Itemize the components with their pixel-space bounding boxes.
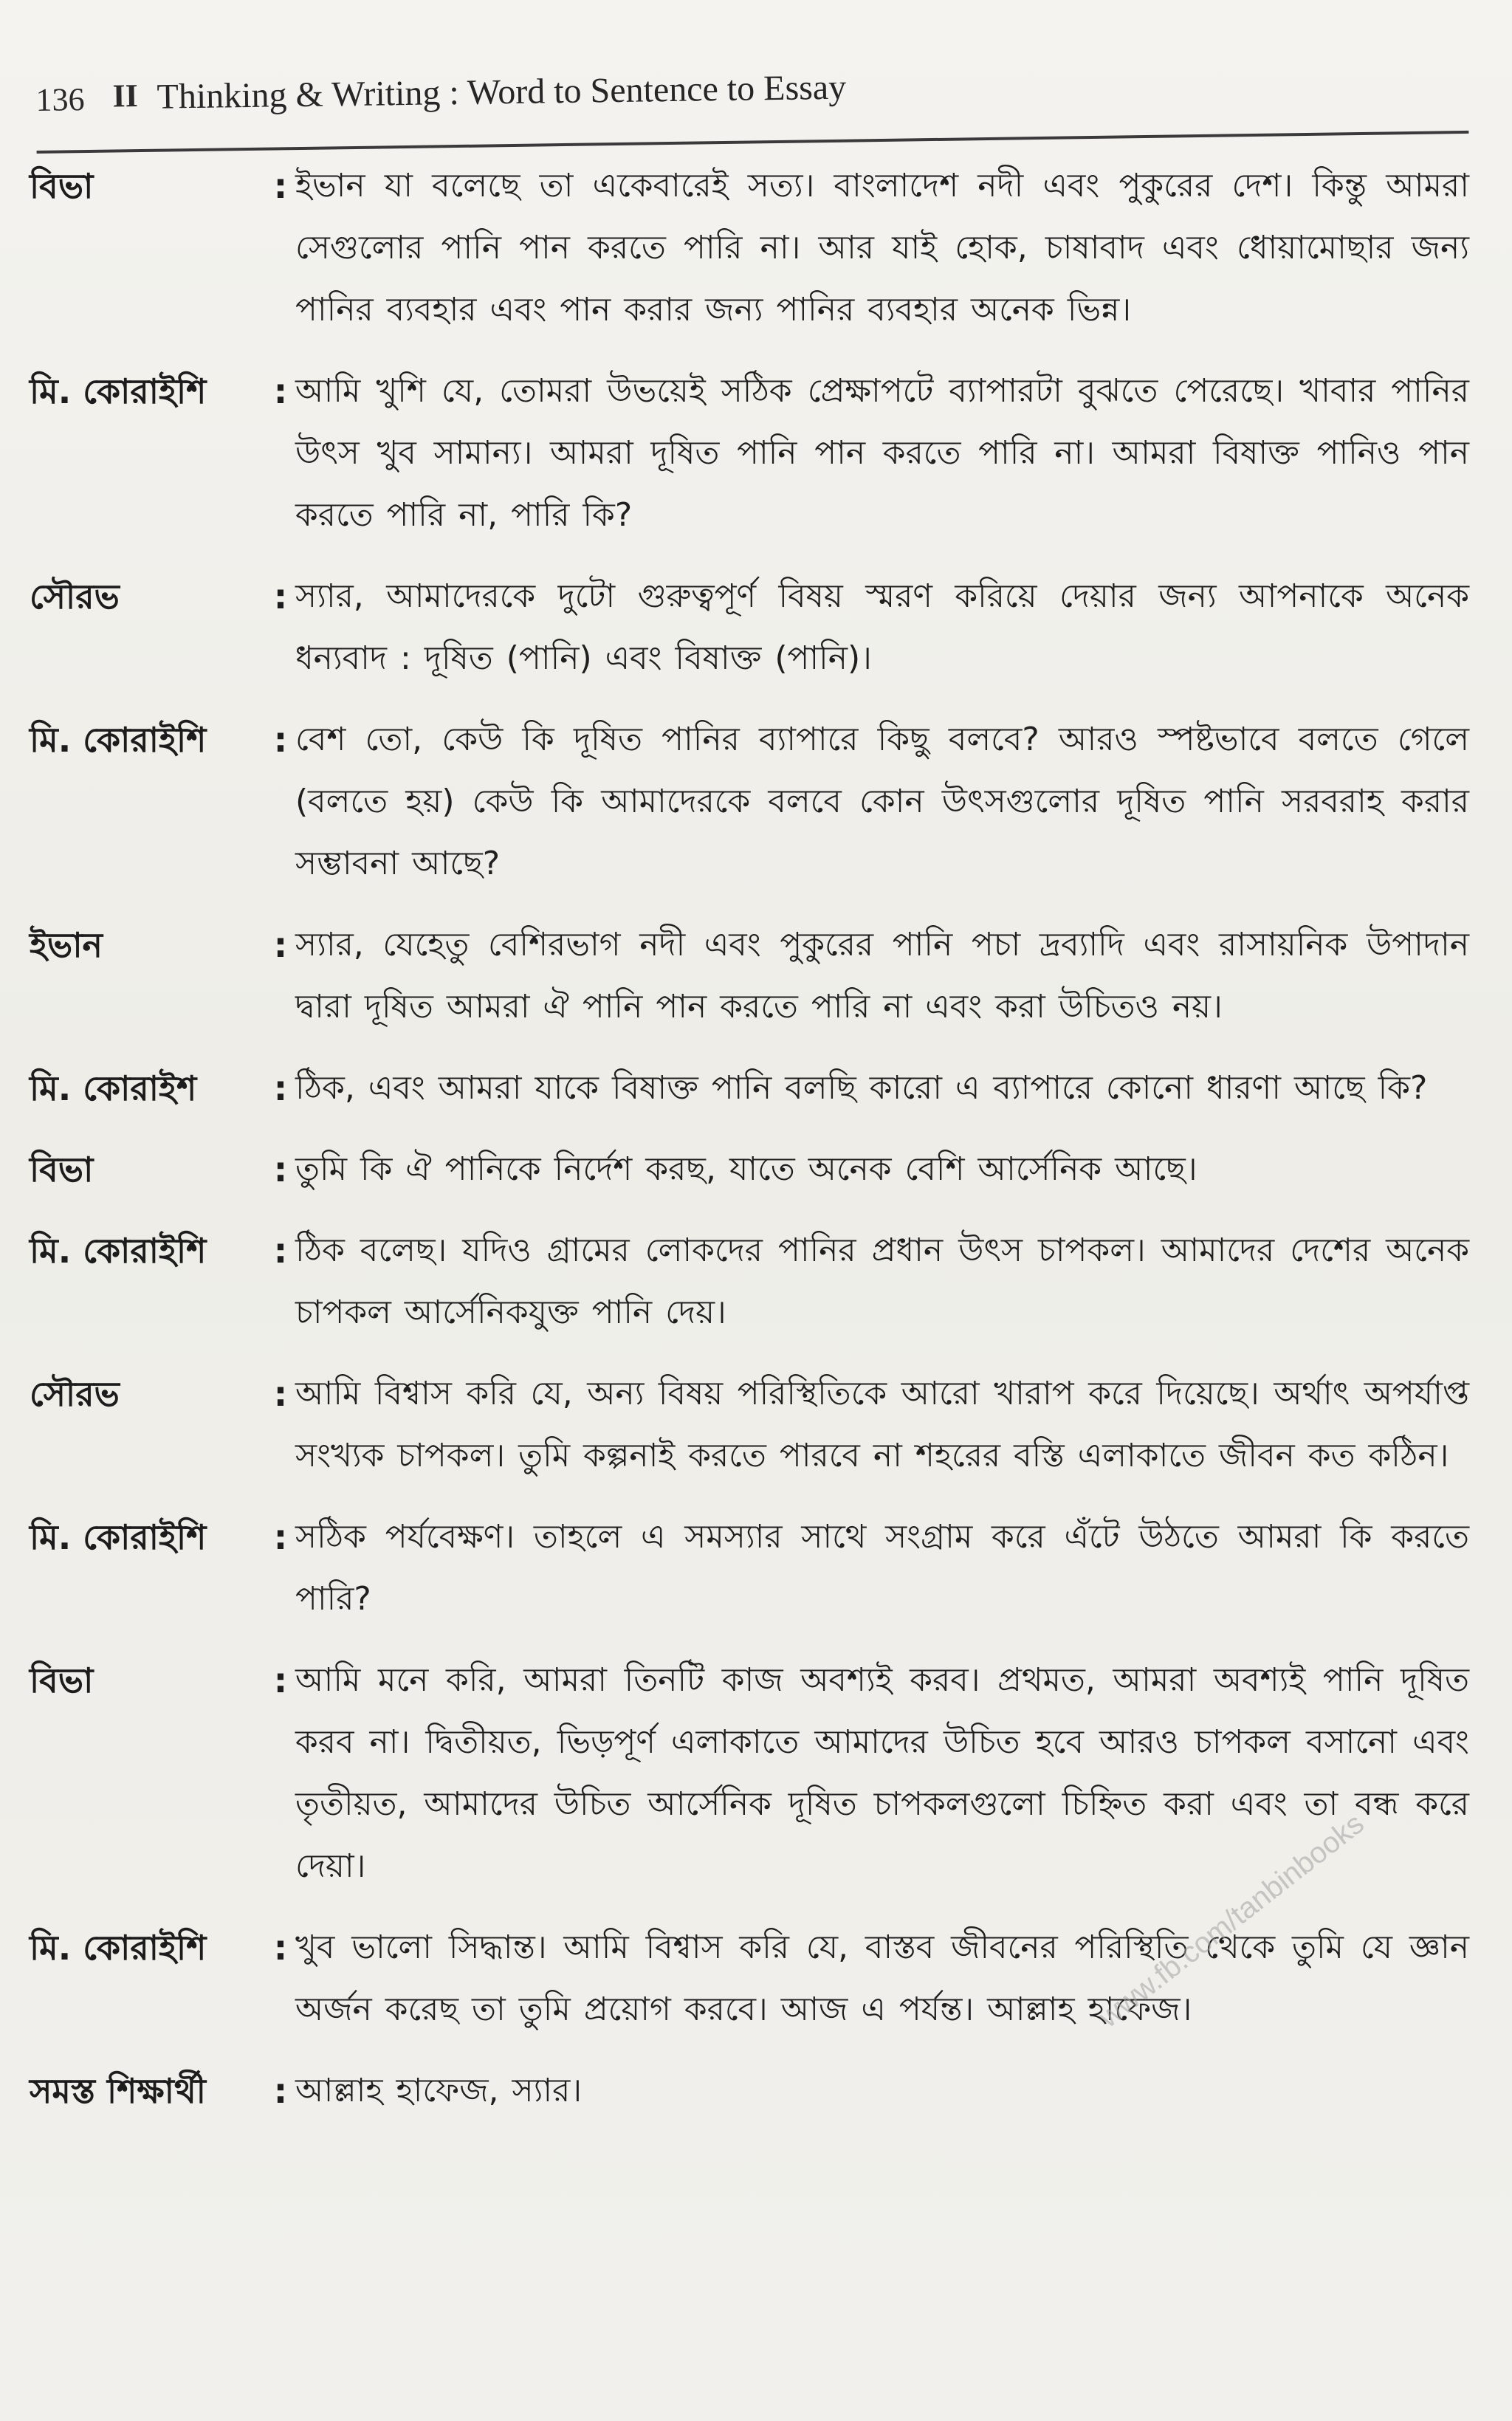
dialogue-turn	[30, 1506, 1477, 1630]
speech-text: স্যার, আমাদেরকে দুটো গুরুত্বপূর্ণ বিষয় স্মরণ করিয়ে দেয়ার জন্য আপনাকে অনেক ধন্যবাদ : দূষিত (পানি) এবং বিষাক্ত (পানি)।	[295, 577, 1469, 677]
speaker-colon: :	[273, 577, 288, 617]
page-number: 136	[35, 81, 85, 118]
speech-text: খুব ভালো সিদ্ধান্ত। আমি বিশ্বাস করি যে, বাস্তব জীবনের পরিস্থিতি থেকে তুমি যে জ্ঞান অর্জন করেছ তা তুমি প্রয়োগ করবে। আজ এ পর্যন্ত। আল্লাহ হাফেজ।	[295, 1929, 1469, 2028]
dialogue-turn	[30, 1649, 1477, 1898]
dialogue-turn	[30, 1363, 1477, 1487]
dialogue-turn	[30, 1220, 1477, 1344]
speaker-colon: :	[273, 925, 288, 965]
speaker-colon: :	[273, 1374, 288, 1414]
speech-text: বেশ তো, কেউ কি দূষিত পানির ব্যাপারে কিছু বলবে? আরও স্পষ্টভাবে বলতে গেলে (বলতে হয়) কেউ কি আমাদেরকে বলবে কোন উৎসগুলোর দূষিত পানি সরবরাহ করার সম্ভাবনা আছে?	[295, 721, 1469, 882]
dialogue-turn	[30, 709, 1477, 895]
speech-text: আল্লাহ হাফেজ, স্যার।	[295, 2072, 583, 2109]
dialogue-turn	[30, 1139, 1477, 1201]
page-header	[35, 48, 1468, 149]
speech-text: ইভান যা বলেছে তা একেবারেই সত্য। বাংলাদেশ নদী এবং পুকুরের দেশ। কিন্তু আমরা সেগুলোর পানি পান করতে পারি না। আর যাই হোক, চাষাবাদ এবং ধোয়ামোছার জন্য পানির ব্যবহার এবং পান করার জন্য পানির ব্যবহার অনেক ভিন্ন।	[295, 167, 1469, 329]
dialogue-turn	[30, 914, 1477, 1038]
dialogue-turn	[30, 155, 1477, 341]
dialogue-turn	[30, 1057, 1477, 1119]
speaker-colon: :	[273, 166, 288, 206]
speech-text: তুমি কি ঐ পানিকে নির্দেশ করছ, যাতে অনেক বেশি আর্সেনিক আছে।	[295, 1150, 1197, 1188]
speech-text: সঠিক পর্যবেক্ষণ। তাহলে এ সমস্যার সাথে সংগ্রাম করে এঁটে উঠতে আমরা কি করতে পারি?	[295, 1518, 1469, 1618]
speaker-colon: :	[273, 1150, 288, 1189]
dialogue-turn	[30, 566, 1477, 690]
speaker-name: বিভা	[30, 1661, 94, 1700]
header-rule	[37, 131, 1469, 154]
speaker-name: বিভা	[30, 1150, 94, 1189]
speech-text: ঠিক, এবং আমরা যাকে বিষাক্ত পানি বলছি কারো এ ব্যাপারে কোনো ধারণা আছে কি?	[295, 1069, 1428, 1107]
speech-text: ঠিক বলেছ। যদিও গ্রামের লোকদের পানির প্রধান উৎস চাপকল। আমাদের দেশের অনেক চাপকল আর্সেনিকযুক্ত পানি দেয়।	[295, 1232, 1469, 1331]
watermark: www.fb.com/tanbinbooks	[1093, 1807, 1370, 2034]
speaker-colon: :	[273, 1517, 288, 1557]
speaker-colon: :	[273, 1928, 288, 1968]
speaker-colon: :	[273, 1661, 288, 1700]
header-separator: II	[112, 78, 139, 114]
speaker-colon: :	[273, 2071, 288, 2111]
speaker-colon: :	[273, 720, 288, 760]
speaker-name: সৌরভ	[30, 1374, 120, 1414]
speaker-name: মি. কোরাইশ	[30, 1068, 197, 1108]
speaker-colon: :	[273, 1231, 288, 1271]
speaker-name: সমস্ত শিক্ষার্থী	[30, 2071, 206, 2111]
dialogue-turn	[30, 360, 1477, 546]
speaker-name: ইভান	[30, 925, 103, 965]
speaker-name: সৌরভ	[30, 577, 120, 617]
speaker-name: মি. কোরাইশি	[30, 371, 207, 411]
dialogue-turn	[30, 1917, 1477, 2041]
dialogue	[30, 155, 1477, 2400]
speech-text: আমি বিশ্বাস করি যে, অন্য বিষয় পরিস্থিতিকে আরো খারাপ করে দিয়েছে। অর্থাৎ অপর্যাপ্ত সংখ্যক চাপকল। তুমি কল্পনাই করতে পারবে না শহরের বস্তি এলাকাতে জীবন কত কঠিন।	[295, 1375, 1469, 1474]
speech-text: স্যার, যেহেতু বেশিরভাগ নদী এবং পুকুরের পানি পচা দ্রব্যাদি এবং রাসায়নিক উপাদান দ্বারা দূষিত আমরা ঐ পানি পান করতে পারি না এবং করা উচিতও নয়।	[295, 926, 1469, 1026]
dialogue-turn	[30, 2060, 1477, 2122]
speech-text: আমি মনে করি, আমরা তিনটি কাজ অবশ্যই করব। প্রথমত, আমরা অবশ্যই পানি দূষিত করব না। দ্বিতীয়ত, ভিড়পূর্ণ এলাকাতে আমাদের উচিত হবে আরও চাপকল বসানো এবং তৃতীয়ত, আমাদের উচিত আর্সেনিক দূষিত চাপকলগুলো চিহ্নিত করা এবং তা বন্ধ করে দেয়া।	[295, 1661, 1469, 1885]
speaker-name: বিভা	[30, 166, 94, 206]
speaker-name: মি. কোরাইশি	[30, 1517, 207, 1557]
speech-text: আমি খুশি যে, তোমরা উভয়েই সঠিক প্রেক্ষাপটে ব্যাপারটা বুঝতে পেরেছে। খাবার পানির উৎস খুব সামান্য। আমরা দূষিত পানি পান করতে পারি না। আমরা বিষাক্ত পানিও পান করতে পারি না, পারি কি?	[295, 372, 1469, 534]
speaker-colon: :	[273, 1068, 288, 1108]
speaker-name: মি. কোরাইশি	[30, 1928, 207, 1968]
speaker-name: মি. কোরাইশি	[30, 720, 207, 760]
speaker-colon: :	[273, 371, 288, 411]
speaker-name: মি. কোরাইশি	[30, 1231, 207, 1271]
book-title: Thinking & Writing : Word to Sentence to Essay	[157, 67, 847, 117]
